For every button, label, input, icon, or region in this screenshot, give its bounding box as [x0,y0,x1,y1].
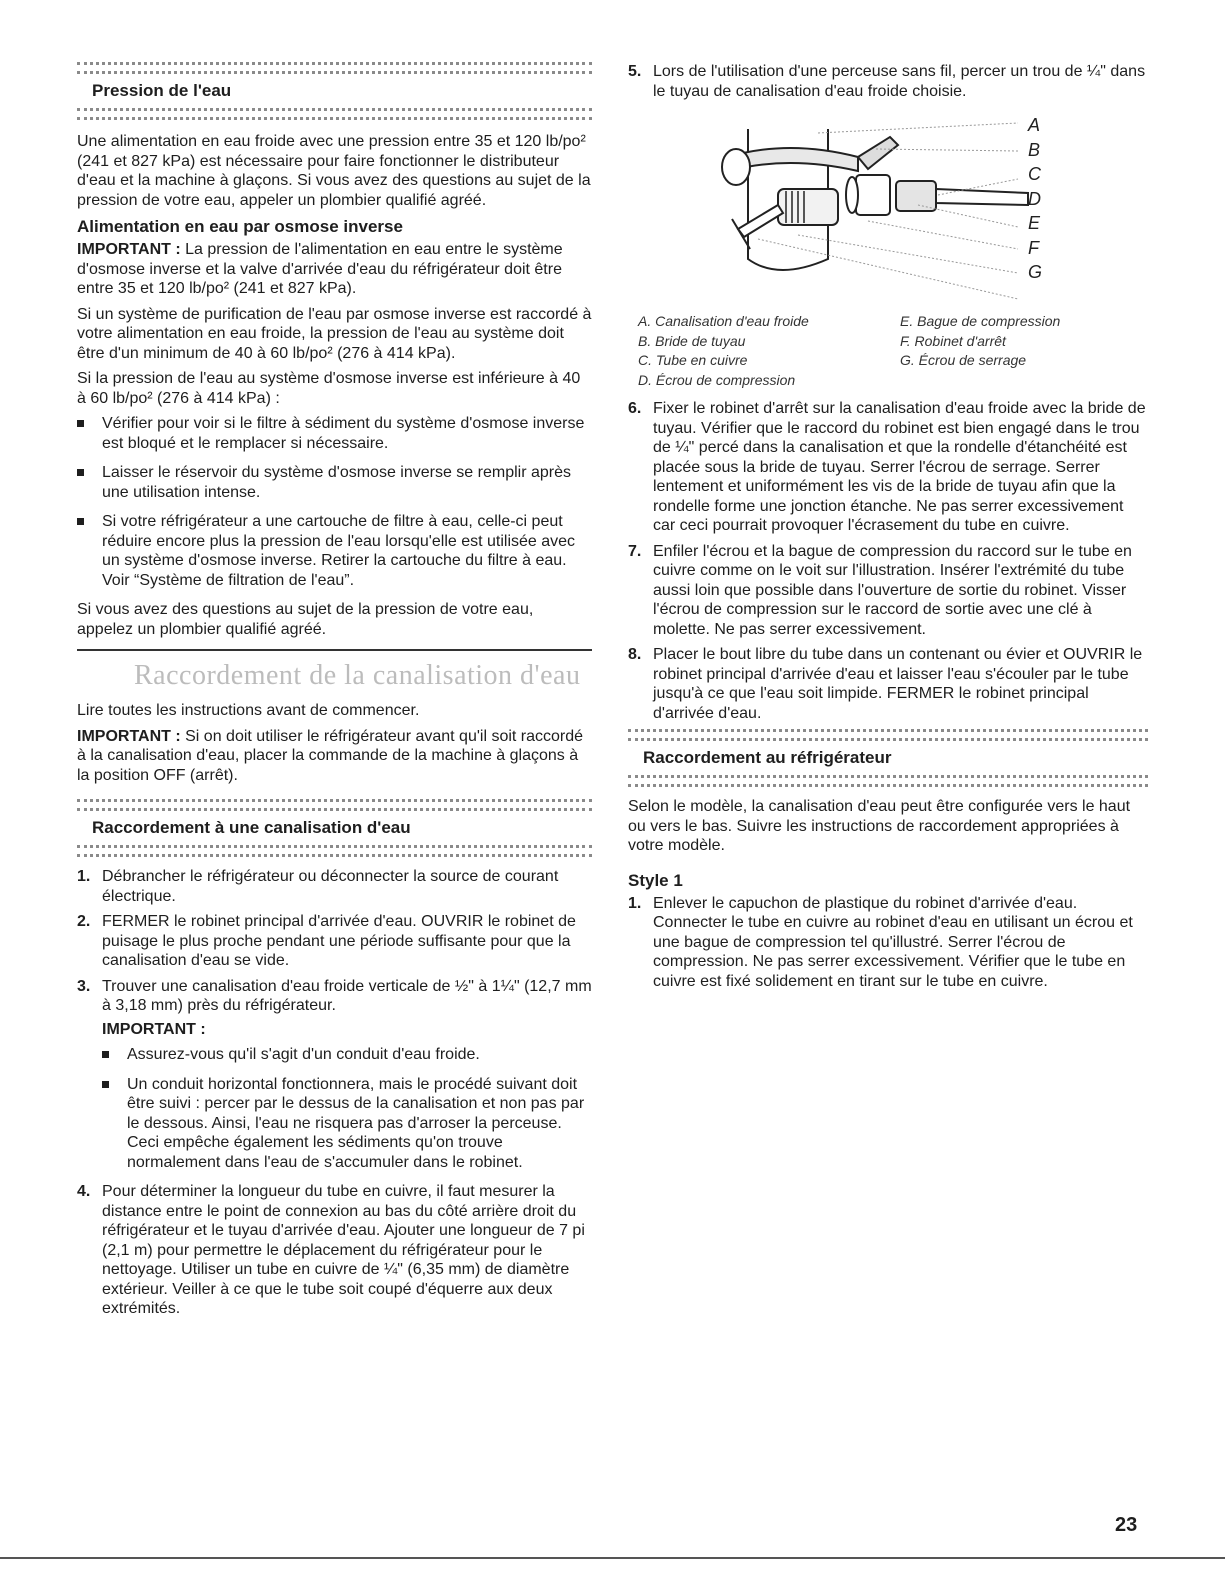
step-list [77,867,592,1319]
section-title-fridge-connection: Raccordement au réfrigérateur [643,748,892,767]
paragraph: Si la pression de l'eau au système d'osmose inverse est inférieure à 40 à 60 lb/po² (276 à 414 kPa) : [77,370,581,407]
paragraph: Lire toutes les instructions avant de commencer. [77,702,420,719]
section-divider [77,845,592,857]
legend-item: D. Écrou de compression [638,371,796,388]
legend-item: E. Bague de compression [900,313,1061,329]
paragraph: Si un système de purification de l'eau par osmose inverse est raccordé à votre alimentation en eau froide, la pression de l'eau au système doit être d'un minimum de 40 à 60 lb/po² (276 à 414 kPa). [77,305,592,362]
legend-item: F. Robinet d'arrêt [900,332,1006,349]
step-text: Pour déterminer la longueur du tube en cuivre, il faut mesurer la distance entre le point de connexion au bas du côté arrière droit du réfrigérateur et le tuyau d'arrivée d'eau. Ajouter une longueur de 7 pi (2,1 m) pour permettre le déplacement du réfrigérateur pour le nettoyage. Utiliser un tube en cuivre de ¼" (6,35 mm) de diamètre extérieur. Veiller à ce que le tube soit coupé d'équerre aux deux extrémités. [102,1183,585,1317]
important-label: IMPORTANT : [102,1020,206,1038]
legend-item: C. Tube en cuivre [638,352,748,368]
valve-figure [628,109,1148,389]
subsection-title-reverse-osmosis: Alimentation en eau par osmose inverse [77,217,403,236]
step-item [77,977,592,1173]
section-divider [628,729,1148,741]
step-text: Lors de l'utilisation d'une perceuse sans fil, percer un trou de ¼" dans le tuyau de canalisation d'eau froide choisie. [653,63,1146,100]
step-list [628,62,1148,101]
section-title-water-pressure: Pression de l'eau [92,81,232,100]
step-number: 4. [77,1183,91,1200]
callout-letter: D [1028,188,1041,209]
paragraph: Une alimentation en eau froide avec une pression entre 35 et 120 lb/po² (241 et 827 kPa) est nécessaire pour faire fonctionner le distributeur d'eau et la machine à glaçons. Si vous avez des questions au sujet de la pression de votre eau, appeler un plombier qualifié agréé. [77,133,591,209]
step-text: Fixer le robinet d'arrêt sur la canalisation d'eau froide avec la bride de tuyau. Vérifier que le raccord du robinet est bien engagé dans le trou de ¼" percé dans la canalisation et que la rondelle d'étanchéité est placée sous la bride de tuyau. Serrer l'écrou de serrage. Serrer lentement et uniformément les vis de la bride de tuyau afin que la rondelle forme une jonction étanche. Ne pas serrer excessivement car ceci pourrait provoquer l'écrasement du tube en cuivre. [653,400,1146,534]
style-title: Style 1 [628,870,683,890]
left-column [77,62,592,1325]
step-item [77,1182,592,1319]
list-item: Vérifier pour voir si le filtre à sédiment du système d'osmose inverse est bloqué et le remplacer si nécessaire. [77,414,592,453]
section-title-water-line: Raccordement à une canalisation d'eau [92,818,411,837]
step-text: Enfiler l'écrou et la bague de compression du raccord sur le tube en cuivre comme on le voit sur l'illustration. Insérer l'extrémité du tube aussi loin que possible dans l'ouverture de sortie du robinet. Visser l'écrou de compression sur le raccord de sortie avec une clé à molette. Ne pas serrer excessivement. [653,542,1132,638]
paragraph: Si vous avez des questions au sujet de la pression de votre eau, appelez un plombier qualifié agréé. [77,601,534,638]
chapter-title: Raccordement de la canalisation d'eau [134,660,581,691]
list-item: Un conduit horizontal fonctionnera, mais le procédé suivant doit être suivi : percer par le dessus de la canalisation et non pas par le dessous. Ainsi, l'eau ne risquera pas d'arroser la perceuse. Ceci empêche également les sédiments qu'on trouve normalement dans l'eau de s'accumuler dans le robinet. [102,1075,592,1173]
bullet-list [102,1045,592,1172]
right-column [628,62,1148,997]
list-item: Laisser le réservoir du système d'osmose inverse se remplir après une utilisation intense. [77,463,592,502]
step-number: 6. [628,400,642,417]
step-text: Trouver une canalisation d'eau froide verticale de ½" à 1¼" (12,7 mm à 3,18 mm) près du réfrigérateur. [102,977,592,1014]
legend-column [638,312,809,390]
step-item [77,912,592,971]
step-number: 2. [77,913,91,930]
paragraph [77,727,592,786]
callout-letter: A [1028,115,1041,135]
step-item [628,542,1148,640]
step-text: Débrancher le réfrigérateur ou déconnecter la source de courant électrique. [102,868,559,905]
callout-letter: E [1028,213,1041,233]
section-divider [77,62,592,74]
step-number: 8. [628,646,642,663]
step-number: 5. [628,63,642,80]
callout-letter: B [1028,139,1041,160]
legend-item: B. Bride de tuyau [638,332,746,349]
bullet-list [77,414,592,590]
step-item [628,894,1148,992]
step-list [628,894,1148,992]
step-list [628,399,1148,723]
paragraph: Selon le modèle, la canalisation d'eau peut être configurée vers le haut ou vers le bas. Suivre les instructions de raccordement appropriées à votre modèle. [628,798,1131,854]
important-label: IMPORTANT : [77,241,181,258]
step-number: 3. [77,977,91,995]
important-label: IMPORTANT : [77,727,181,745]
list-item: Assurez-vous qu'il s'agit d'un conduit d'eau froide. [102,1045,592,1065]
page-number: 23 [1115,1514,1138,1536]
list-item: Si votre réfrigérateur a une cartouche de filtre à eau, celle-ci peut réduire encore plus la pression de l'eau lorsqu'elle est utilisée avec un système d'osmose inverse. Retirer la cartouche du filtre à eau. Voir “Système de filtration de l'eau”. [77,512,592,590]
step-item [628,645,1148,723]
section-divider [77,108,592,120]
step-item [628,399,1148,536]
step-item [628,62,1148,101]
section-divider [628,775,1148,787]
callout-letter: C [1028,164,1041,184]
step-text: Placer le bout libre du tube dans un contenant ou évier et OUVRIR le robinet principal d'arrivée d'eau et laisser l'eau s'écouler par le tube jusqu'à ce que l'eau soit limpide. FERMER le robinet principal d'arrivée d'eau. [653,646,1143,722]
horizontal-rule [77,649,592,651]
step-item [77,867,592,906]
step-number: 1. [77,868,91,885]
callout-letter: G [1028,262,1043,282]
shutoff-valve-illustration [628,109,1148,309]
legend-column [900,312,1060,371]
important-text: La pression de l'alimentation en eau entre le système d'osmose inverse et la valve d'arrivée d'eau du réfrigérateur doit être entre 35 et 120 lb/po² (241 et 827 kPa). [77,241,563,297]
step-number: 1. [628,894,642,912]
callout-letter: F [1028,237,1039,258]
page-bottom-rule [0,1557,1225,1559]
figure-callouts [1028,113,1042,285]
step-number: 7. [628,542,642,560]
important-text: Si on doit utiliser le réfrigérateur avant qu'il soit raccordé à la canalisation d'eau, placer la commande de la machine à glaçons à la position OFF (arrêt). [77,727,584,784]
step-text: FERMER le robinet principal d'arrivée d'eau. OUVRIR le robinet de puisage le plus proche pendant une période suffisante pour que la canalisation d'eau se vide. [102,913,576,969]
legend-item: A. Canalisation d'eau froide [638,313,809,329]
step-text: Enlever le capuchon de plastique du robinet d'arrivée d'eau. Connecter le tube en cuivre au robinet d'eau en utilisant un écrou et une bague de compression tel qu'illustré. Serrer l'écrou de compression. Ne pas serrer excessivement. Vérifier que le tube en cuivre est fixé solidement en tirant sur le tube en cuivre. [653,894,1133,990]
paragraph [77,240,592,299]
section-divider [77,799,592,811]
legend-item: G. Écrou de serrage [900,352,1027,368]
